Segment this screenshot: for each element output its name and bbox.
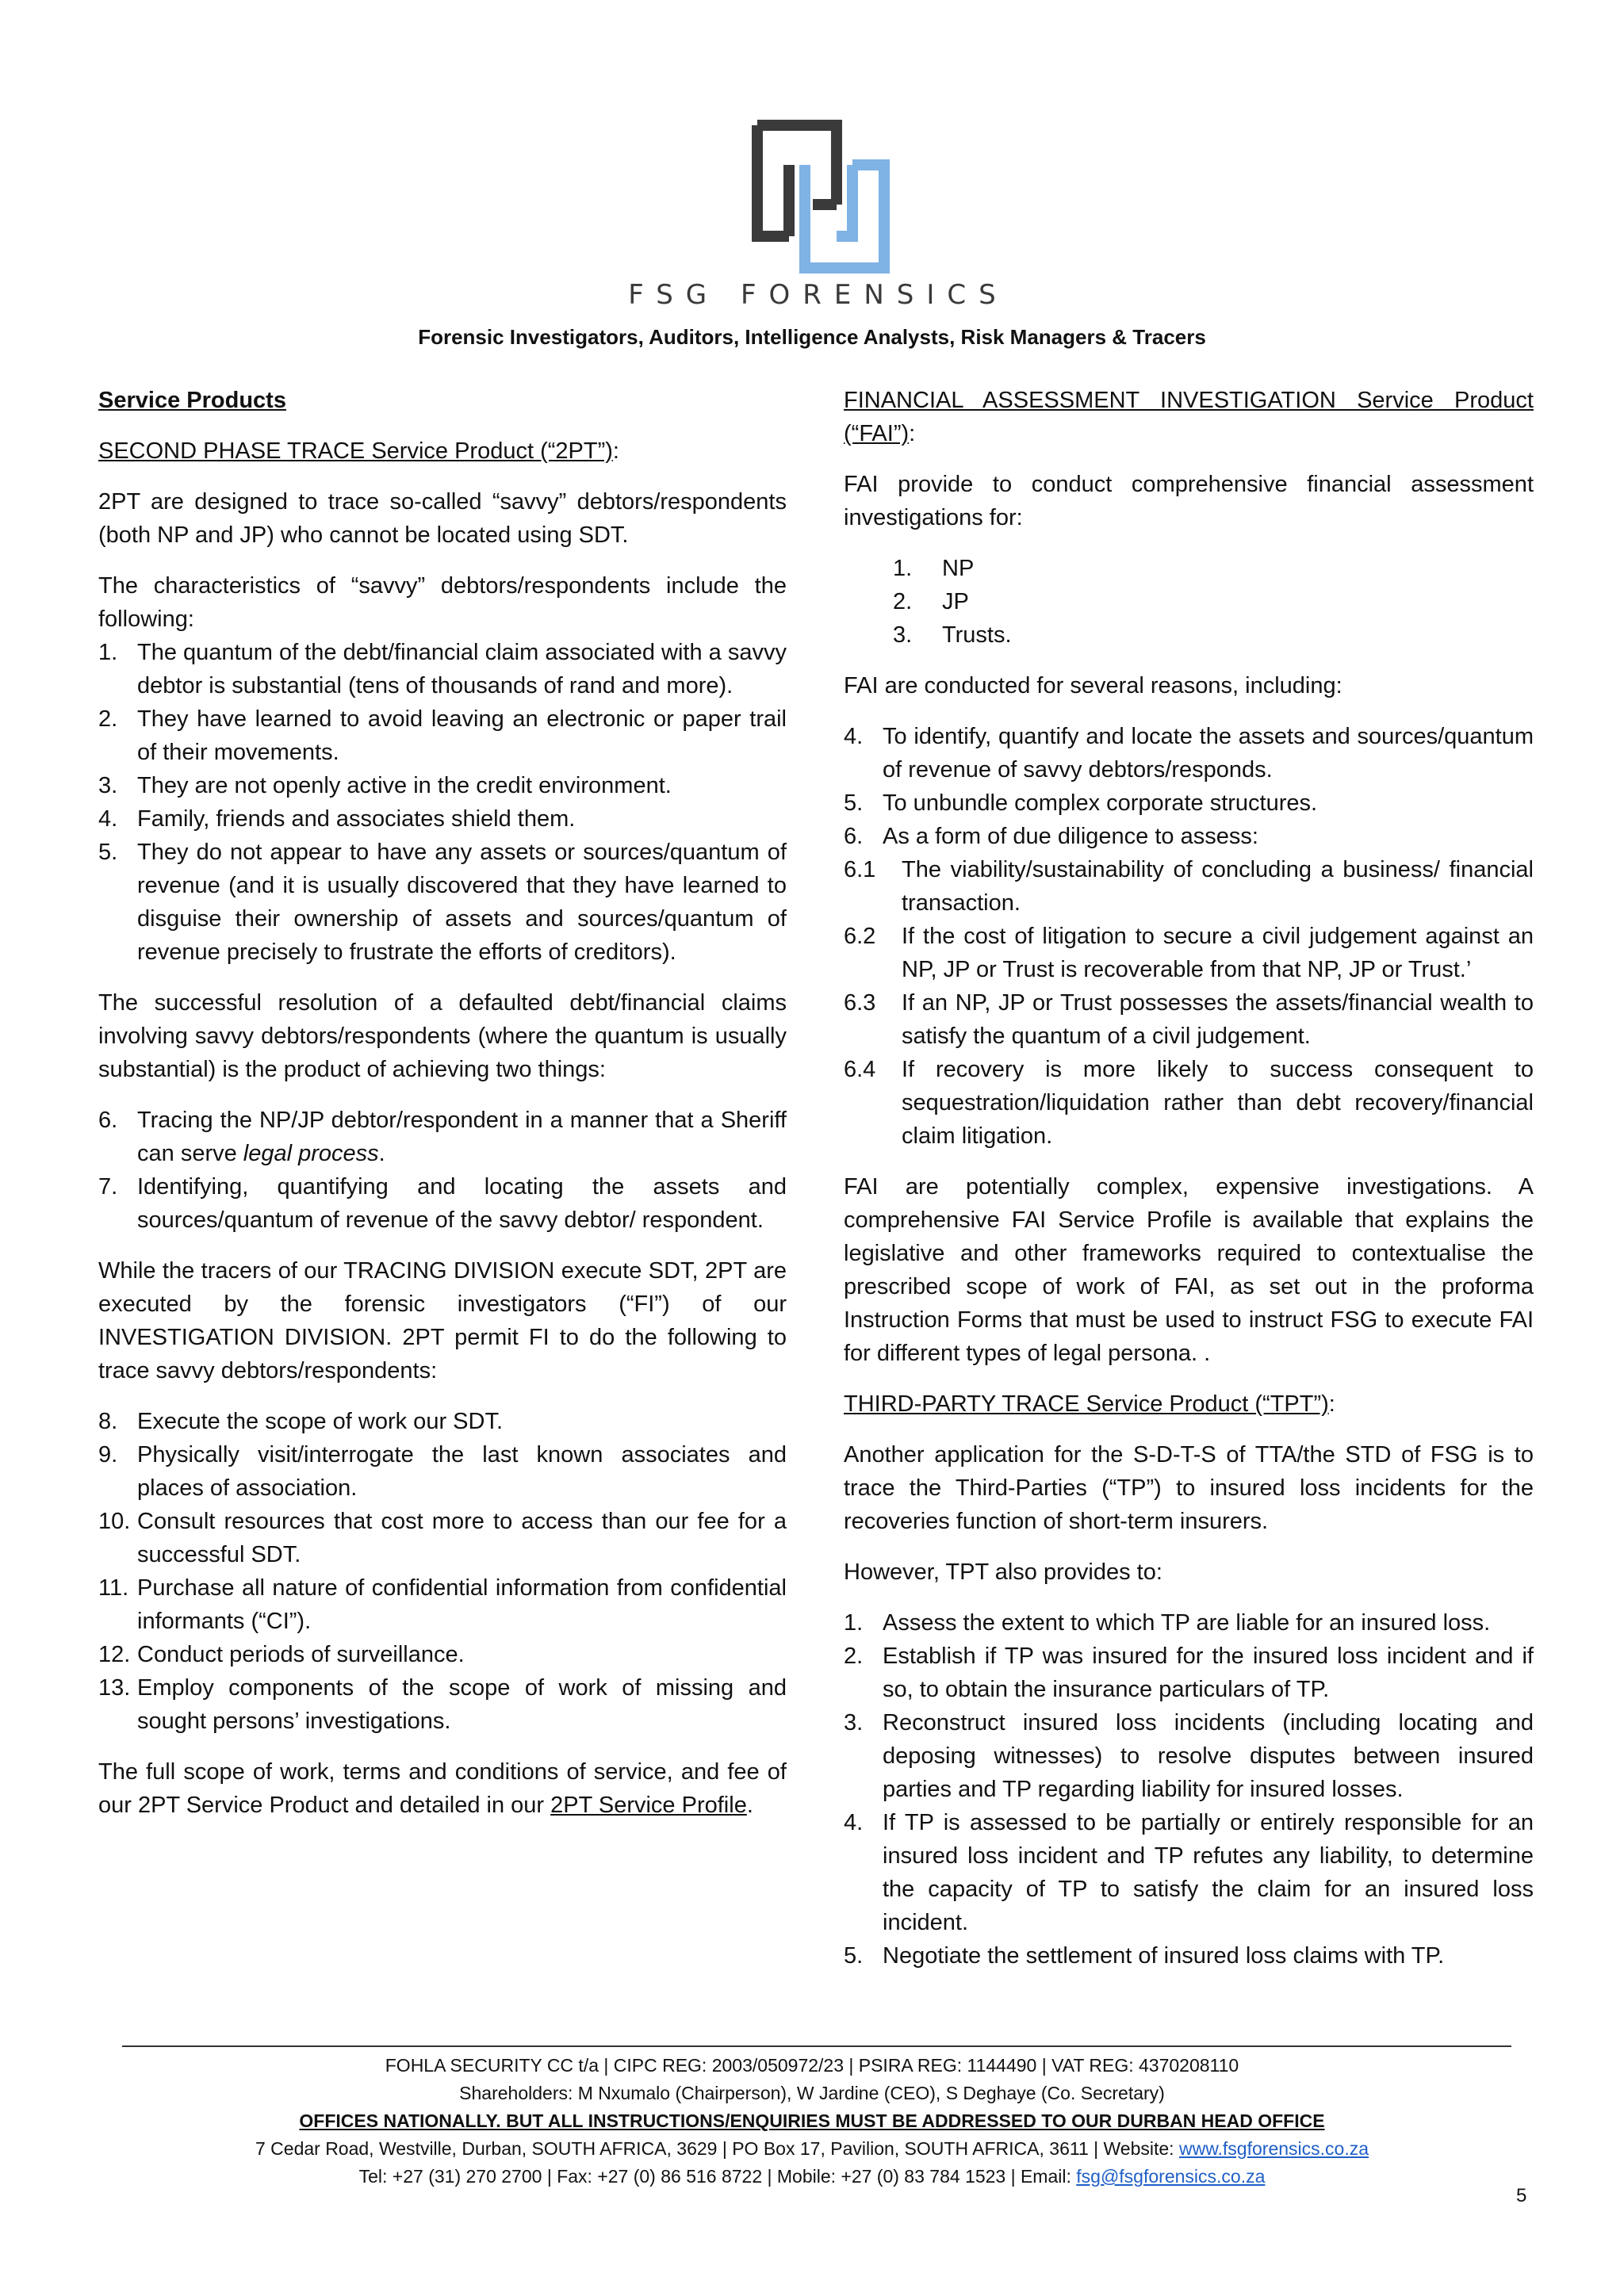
list-item: 1. The quantum of the debt/financial claim associated with a savvy debtor is substantial (tens of thousands of rand and more). — [98, 640, 787, 698]
paragraph: The successful resolution of a defaulted debt/financial claims involving savvy debtors/respondents (where the quantum is usually substantial) is the product of achieving two things: — [98, 990, 787, 1082]
list-item: 6.4 If recovery is more likely to success consequent to sequestration/liquidation rather than debt recovery/financial claim litigation. — [844, 1057, 1534, 1149]
section-title: Service Products — [98, 388, 286, 413]
website-link[interactable]: www.fsgforensics.co.za — [1178, 2138, 1369, 2159]
paragraph: The characteristics of “savvy” debtors/respondents include the following: — [98, 573, 787, 632]
list-item: 5. To unbundle complex corporate structures. — [844, 790, 1318, 816]
list-item: 4. To identify, quantify and locate the assets and sources/quantum of revenue of savvy debtors/responds. — [844, 724, 1534, 783]
heading-fai: FINANCIAL ASSESSMENT INVESTIGATION Service Product (“FAI”): — [844, 388, 1534, 446]
list-item: 12. Conduct periods of surveillance. — [98, 1642, 465, 1667]
paragraph: FAI are conducted for several reasons, including: — [844, 673, 1342, 698]
paragraph: The full scope of work, terms and conditions of service, and fee of our 2PT Service Product and detailed in our 2PT Service Profile. — [98, 1759, 787, 1818]
footer-notice: OFFICES NATIONALLY. BUT ALL INSTRUCTIONS/ENQUIRIES MUST BE ADDRESSED TO OUR DURBAN HEAD OFFICE — [299, 2110, 1325, 2131]
characteristics-list — [98, 636, 787, 969]
list-item: 6. As a form of due diligence to assess: — [844, 824, 1258, 849]
list-item: 9. Physically visit/interrogate the last known associates and places of association. — [98, 1442, 787, 1501]
paragraph: However, TPT also provides to: — [844, 1559, 1162, 1585]
list-item: 6. Tracing the NP/JP debtor/respondent in a manner that a Sheriff can serve legal process. — [98, 1108, 787, 1166]
list-item: 7. Identifying, quantifying and locating the assets and sources/quantum of revenue of the savvy debtor/ respondent. — [98, 1174, 787, 1233]
list-item: 11. Purchase all nature of confidential information from confidential informants (“CI”). — [98, 1575, 787, 1634]
list-item: 3. Trusts. — [893, 622, 1012, 648]
brand-name: FSG FORENSICS — [628, 279, 1009, 311]
list-item: 10. Consult resources that cost more to access than our fee for a successful SDT. — [98, 1509, 787, 1567]
list-item: 6.1 The viability/sustainability of concluding a business/ financial transaction. — [844, 857, 1534, 916]
fai-subjects-list — [844, 552, 1534, 652]
footer-registration: FOHLA SECURITY CC t/a | CIPC REG: 2003/050972/23 | PSIRA REG: 1144490 | VAT REG: 4370208110 — [385, 2055, 1239, 2076]
2pt-profile-link[interactable]: 2PT Service Profile — [550, 1793, 747, 1818]
page-number: 5 — [1516, 2185, 1527, 2206]
list-item: 5. Negotiate the settlement of insured loss claims with TP. — [844, 1943, 1445, 1969]
two-things-list — [98, 1104, 787, 1237]
left-column — [98, 384, 787, 1839]
paragraph: FAI provide to conduct comprehensive financial assessment investigations for: — [844, 472, 1534, 530]
paragraph: 2PT are designed to trace so-called “savvy” debtors/respondents (both NP and JP) who cannot be located using SDT. — [98, 489, 787, 548]
footer-shareholders: Shareholders: M Nxumalo (Chairperson), W Jardine (CEO), S Deghaye (Co. Secretary) — [459, 2083, 1165, 2103]
fai-reasons-list — [844, 720, 1534, 1153]
tpt-provides-list — [844, 1606, 1534, 1973]
list-item: 1. NP — [893, 556, 975, 581]
list-item: 4. If TP is assessed to be partially or entirely responsible for an insured loss incident and TP refutes any liability, to determine the capacity of TP to satisfy the claim for an insured loss incident. — [844, 1810, 1534, 1935]
list-item: 3. They are not openly active in the credit environment. — [98, 773, 672, 798]
fi-actions-list — [98, 1405, 787, 1738]
footer-divider — [122, 2045, 1511, 2047]
list-item: 8. Execute the scope of work our SDT. — [98, 1409, 503, 1434]
footer — [0, 2052, 1624, 2191]
paragraph: FAI are potentially complex, expensive investigations. A comprehensive FAI Service Profile is available that explains the legislative and other frameworks required to contextualise the prescribed scope of work of FAI, as set out in the proforma Instruction Forms that must be used to instruct FSG to execute FAI for different types of legal persona. . — [844, 1174, 1534, 1366]
list-item: 5. They do not appear to have any assets or sources/quantum of revenue (and it is usually discovered that they have learned to disguise their ownership of assets and sources/quantum of revenue precisely to frustrate the efforts of creditors). — [98, 840, 787, 965]
list-item: 6.2 If the cost of litigation to secure a civil judgement against an NP, JP or Trust is recoverable from that NP, JP or Trust.’ — [844, 924, 1534, 982]
list-item: 13. Employ components of the scope of work of missing and sought persons’ investigations. — [98, 1675, 787, 1734]
list-item: 2. JP — [893, 589, 969, 614]
list-item: 3. Reconstruct insured loss incidents (including locating and deposing witnesses) to resolve disputes between insured parties and TP regarding liability for insured losses. — [844, 1710, 1534, 1802]
email-link[interactable]: fsg@fsgforensics.co.za — [1076, 2166, 1266, 2187]
list-item: 1. Assess the extent to which TP are liable for an insured loss. — [844, 1610, 1491, 1636]
footer-address: 7 Cedar Road, Westville, Durban, SOUTH AFRICA, 3629 | PO Box 17, Pavilion, SOUTH AFRICA, 3611 | Website: www.fsgforensics.co.za — [255, 2138, 1369, 2159]
list-item: 6.3 If an NP, JP or Trust possesses the assets/financial wealth to satisfy the quantum of a civil judgement. — [844, 990, 1534, 1049]
right-column — [844, 384, 1534, 1990]
paragraph: While the tracers of our TRACING DIVISION execute SDT, 2PT are executed by the forensic investigators (“FI”) of our INVESTIGATION DIVISION. 2PT permit FI to do the following to trace savvy debtors/respondents: — [98, 1258, 787, 1383]
footer-contacts: Tel: +27 (31) 270 2700 | Fax: +27 (0) 86 516 8722 | Mobile: +27 (0) 83 784 1523 | Email: fsg@fsgforensics.co.za — [358, 2166, 1266, 2187]
paragraph: Another application for the S-D-T-S of TTA/the STD of FSG is to trace the Third-Parties (“TP”) to insured loss incidents for the recoveries function of short-term insurers. — [844, 1442, 1534, 1534]
list-item: 4. Family, friends and associates shield them. — [98, 806, 576, 832]
tagline: Forensic Investigators, Auditors, Intelligence Analysts, Risk Managers & Tracers — [418, 325, 1206, 349]
heading-2pt: SECOND PHASE TRACE Service Product (“2PT”): — [98, 438, 619, 464]
list-item: 2. Establish if TP was insured for the insured loss incident and if so, to obtain the insurance particulars of TP. — [844, 1644, 1534, 1702]
list-item: 2. They have learned to avoid leaving an electronic or paper trail of their movements. — [98, 706, 787, 765]
heading-tpt: THIRD-PARTY TRACE Service Product (“TPT”): — [844, 1391, 1335, 1417]
